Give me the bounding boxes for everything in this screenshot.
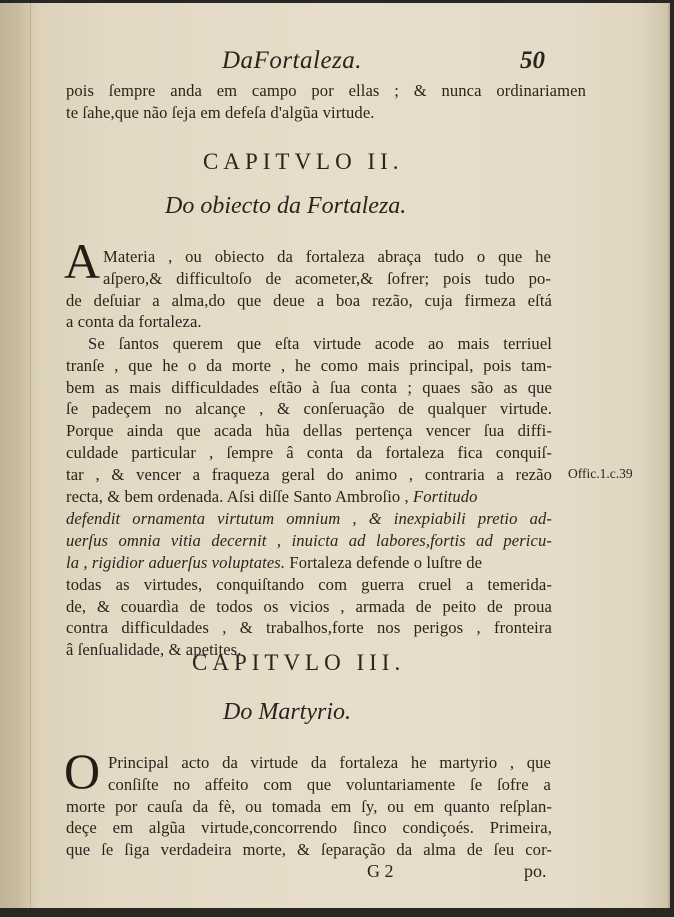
text-line: de deſuiar a alma,do que deue a boa rezão, cuja firmeza eſtá	[66, 291, 552, 310]
running-head: DaFortaleza.	[222, 47, 363, 74]
continuation-line: pois ſempre anda em campo por ellas ; & nunca ordinariamen	[66, 81, 586, 100]
chapter-heading: CAPITVLO II.	[203, 149, 404, 174]
text-line: contra difficuldades , & trabalhos,forte nos perigos , fronteira	[66, 618, 552, 637]
text-roman: recta, & bem ordenada. Aſsi diſſe Santo Ambroſio ,	[66, 487, 414, 506]
text-line: a conta da fortaleza.	[66, 312, 202, 331]
text-line: de, & couardìa de todos os vicios , armada de peito de proua	[66, 597, 552, 616]
drop-cap: A	[64, 233, 101, 289]
text-line: deçe em algũa virtude,concorrendo ſinco condiçoés. Primeira,	[66, 818, 552, 837]
text-line: todas as virtudes, conquiſtando com guerra cruel a temerida-	[66, 575, 552, 594]
text-line: â ſenſualidade, & apetites.	[66, 640, 242, 659]
latin-quote-line: uerſus omnia vitia decernit , inuicta ad labores,fortis ad pericu-	[66, 531, 552, 550]
text-line: Se ſantos querem que eſta virtude acode ao mais terriuel	[88, 334, 552, 353]
latin-quote: Fortitudo	[413, 487, 478, 506]
signature-mark: G 2	[367, 861, 394, 881]
catchword: po.	[524, 861, 547, 881]
drop-cap: O	[64, 743, 101, 799]
text-line: bem as mais difficuldades eſtão à ſua conta ; quaes são as que	[66, 378, 552, 397]
chapter-title: Do obiecto da Fortaleza.	[165, 193, 407, 219]
page-number: 50	[520, 47, 545, 74]
latin-quote: la , rigidior aduerſus voluptates.	[66, 553, 286, 572]
text-line: ſe padeçem no alcançe , & conſeruação de qualquer virtude.	[66, 399, 552, 418]
text-line: aſpero,& difficultoſo de acometer,& ſofrer; pois tudo po-	[103, 269, 551, 288]
text-line: tar , & vencer a fraqueza geral do animo , contraria a rezão	[66, 465, 552, 484]
marginal-note: Offic.1.c.39	[568, 466, 633, 481]
chapter-title: Do Martyrio.	[223, 699, 351, 725]
gutter-shadow	[0, 3, 36, 908]
text-line: que ſe ſiga verdadeira morte, & ſeparação da alma de ſeu cor-	[66, 840, 552, 859]
text-line-mixed	[66, 487, 478, 507]
text-line: culdade particular , ſempre â conta da fortaleza fica conquiſ-	[66, 443, 552, 462]
text-line: Principal acto da virtude da fortaleza he martyrio , que	[108, 753, 551, 772]
book-page	[0, 3, 670, 908]
text-line: conſiſte no affeito com que voluntariamente ſe ſofre a	[108, 775, 551, 794]
text-roman: Fortaleza defende o luſtre de	[285, 553, 483, 572]
text-line-mixed	[66, 553, 482, 573]
text-line: Materia , ou obiecto da fortaleza abraça tudo o que he	[103, 247, 551, 266]
text-line: morte por cauſa da fè, ou tomada em ſy, ou em quanto reſplan-	[66, 797, 552, 816]
continuation-line: te ſahe,que não ſeja em defeſa d'algũa virtude.	[66, 103, 375, 122]
latin-quote-line: defendit ornamenta virtutum omnium , & inexpiabili pretio ad-	[66, 509, 552, 528]
text-line: tranſe , que he o da morte , he como mais principal, pois tam-	[66, 356, 552, 375]
text-line: Porque ainda que acada hũa dellas pertença vencer ſua diffi-	[66, 421, 552, 440]
chapter-heading: CAPITVLO III.	[192, 650, 406, 675]
